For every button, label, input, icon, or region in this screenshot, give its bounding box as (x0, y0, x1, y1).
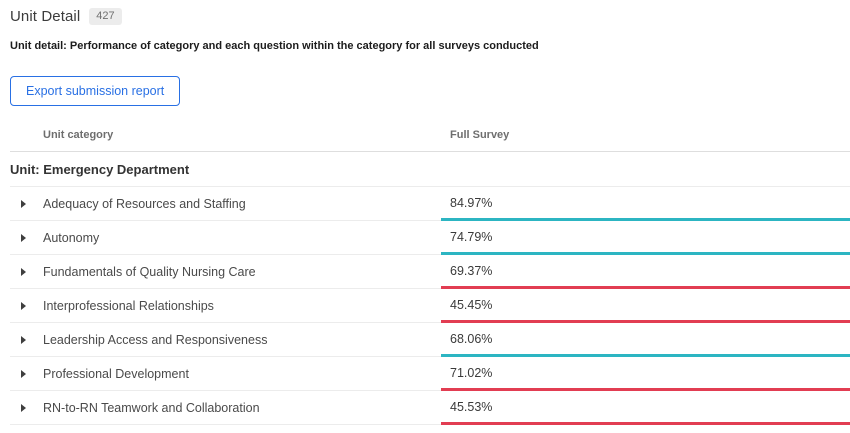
full-survey-value-cell (441, 289, 850, 323)
column-header-unit-category: Unit category (10, 119, 441, 152)
page-subtitle: Unit detail: Performance of category and each question within the category for all surveys conducted (10, 40, 539, 52)
full-survey-value-cell (441, 221, 850, 255)
category-label: RN-to-RN Teamwork and Collaboration (10, 391, 441, 425)
category-label: Interprofessional Relationships (10, 289, 441, 323)
full-survey-value: 71.02% (450, 365, 493, 380)
response-count-badge: 427 (89, 8, 121, 25)
expand-chevron-icon[interactable] (21, 404, 26, 412)
table-row[interactable] (10, 323, 850, 357)
full-survey-value: 74.79% (450, 229, 493, 244)
full-survey-value: 69.37% (450, 263, 493, 278)
table-row[interactable] (10, 221, 850, 255)
title-row (10, 8, 850, 25)
full-survey-value-cell (441, 357, 850, 391)
table-row[interactable] (10, 391, 850, 425)
full-survey-value: 84.97% (450, 195, 493, 210)
category-label: Professional Development (10, 357, 441, 391)
table-row[interactable] (10, 289, 850, 323)
table-row[interactable] (10, 187, 850, 221)
expand-chevron-icon[interactable] (21, 370, 26, 378)
full-survey-value: 45.45% (450, 297, 493, 312)
unit-group-header-row (10, 152, 850, 187)
category-label: Leadership Access and Responsiveness (10, 323, 441, 357)
expand-chevron-icon[interactable] (21, 302, 26, 310)
expand-chevron-icon[interactable] (21, 234, 26, 242)
full-survey-value-cell (441, 391, 850, 425)
unit-group-header: Unit: Emergency Department (10, 152, 850, 187)
full-survey-value-cell (441, 187, 850, 221)
category-label: Autonomy (10, 221, 441, 255)
column-header-full-survey: Full Survey (441, 119, 850, 152)
table-row[interactable] (10, 357, 850, 391)
export-submission-report-button[interactable]: Export submission report (10, 76, 180, 106)
expand-chevron-icon[interactable] (21, 200, 26, 208)
full-survey-value: 68.06% (450, 331, 493, 346)
page-title: Unit Detail (10, 8, 81, 25)
full-survey-value-cell (441, 255, 850, 289)
expand-chevron-icon[interactable] (21, 336, 26, 344)
unit-detail-table (10, 119, 850, 425)
table-row[interactable] (10, 255, 850, 289)
table-body (10, 187, 850, 425)
category-label: Fundamentals of Quality Nursing Care (10, 255, 441, 289)
expand-chevron-icon[interactable] (21, 268, 26, 276)
full-survey-value-cell (441, 323, 850, 357)
category-label: Adequacy of Resources and Staffing (10, 187, 441, 221)
full-survey-value: 45.53% (450, 399, 493, 414)
table-header-row (10, 119, 850, 152)
